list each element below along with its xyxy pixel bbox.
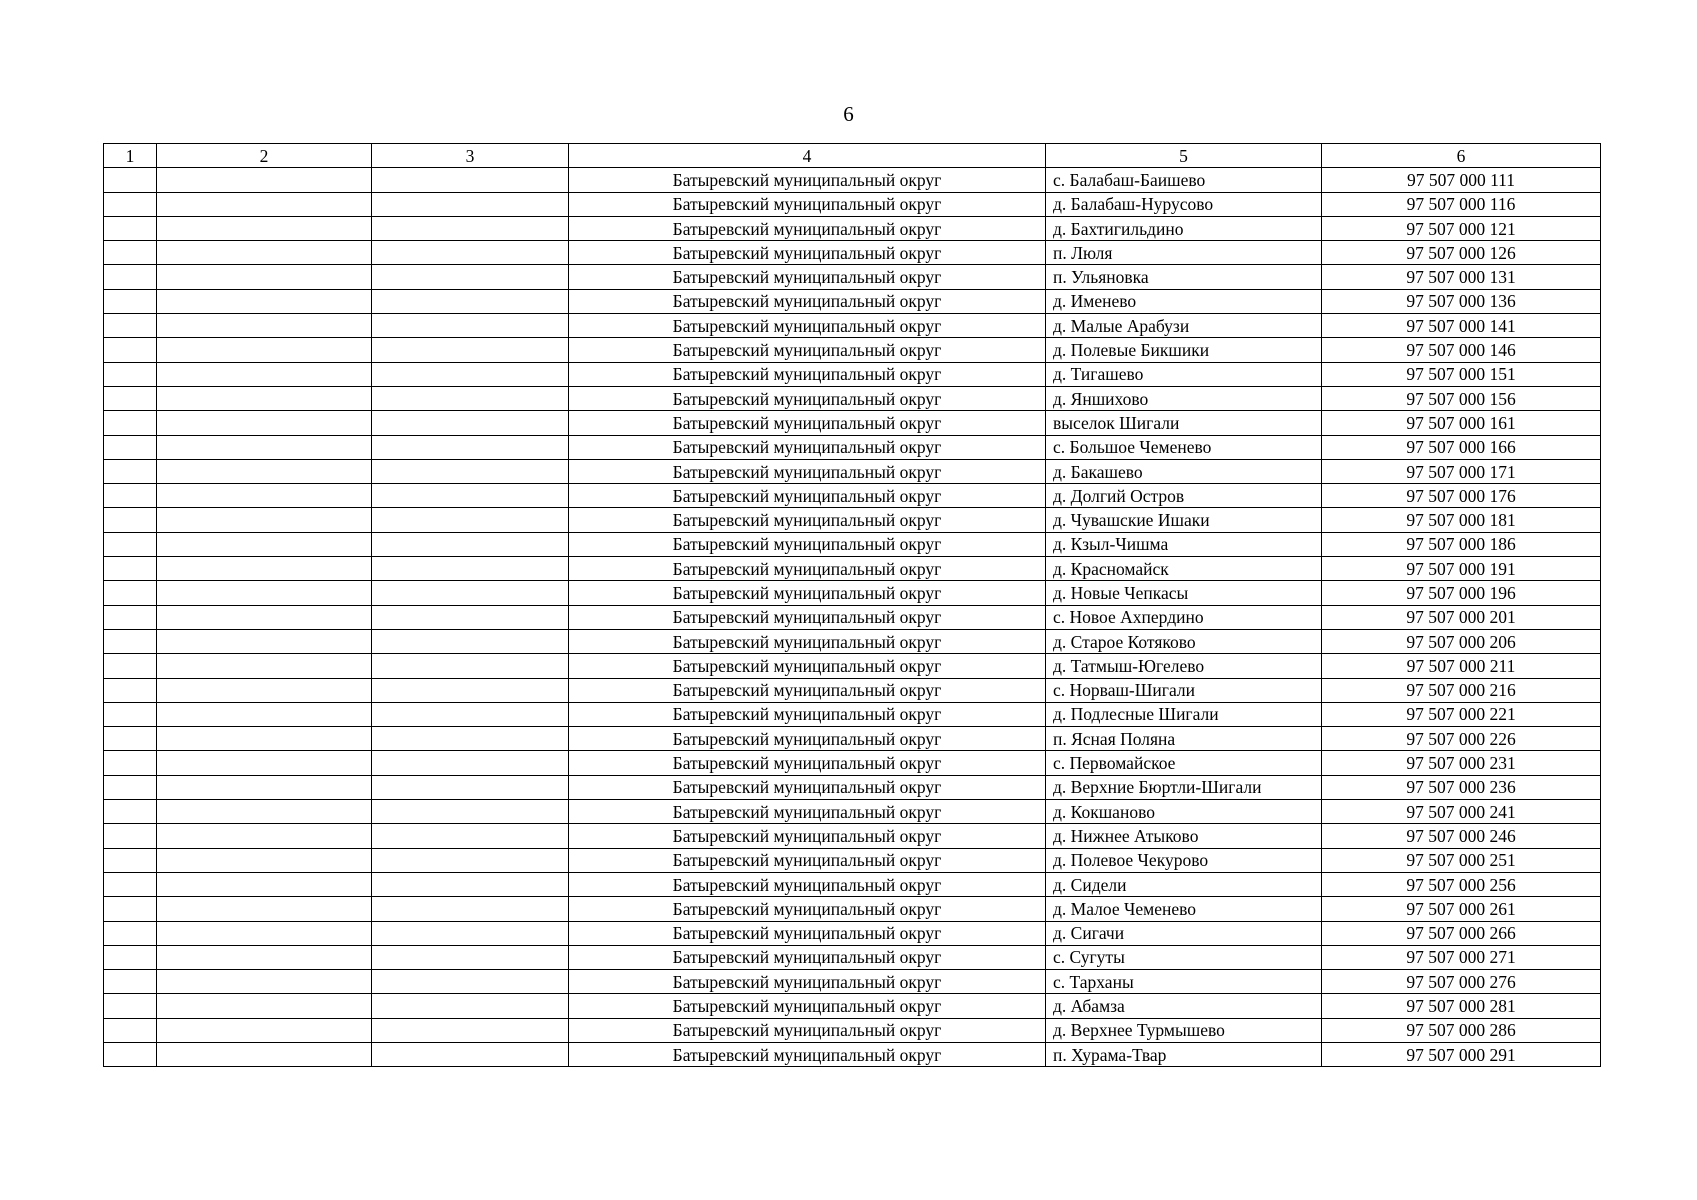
column-header-3: 3 <box>372 144 569 168</box>
cell-settlement: д. Сидели <box>1046 872 1322 896</box>
cell-col-2 <box>157 411 372 435</box>
table-row <box>104 848 1601 872</box>
cell-municipality: Батыревский муниципальный округ <box>569 897 1046 921</box>
cell-col-2 <box>157 508 372 532</box>
cell-settlement: д. Яншихово <box>1046 386 1322 410</box>
cell-municipality: Батыревский муниципальный округ <box>569 484 1046 508</box>
table-row <box>104 751 1601 775</box>
cell-oktmo-code: 97 507 000 171 <box>1322 459 1601 483</box>
cell-col-3 <box>372 994 569 1018</box>
column-header-1: 1 <box>104 144 157 168</box>
cell-col-1 <box>104 338 157 362</box>
cell-settlement: п. Хурама-Твар <box>1046 1042 1322 1066</box>
cell-municipality: Батыревский муниципальный округ <box>569 727 1046 751</box>
cell-municipality: Батыревский муниципальный округ <box>569 678 1046 702</box>
cell-settlement: выселок Шигали <box>1046 411 1322 435</box>
cell-settlement: д. Балабаш-Нурусово <box>1046 192 1322 216</box>
column-header-6: 6 <box>1322 144 1601 168</box>
table-row <box>104 411 1601 435</box>
table-row <box>104 508 1601 532</box>
cell-col-3 <box>372 775 569 799</box>
cell-oktmo-code: 97 507 000 271 <box>1322 945 1601 969</box>
cell-col-2 <box>157 654 372 678</box>
cell-col-2 <box>157 629 372 653</box>
cell-municipality: Батыревский муниципальный округ <box>569 241 1046 265</box>
cell-col-3 <box>372 557 569 581</box>
cell-col-3 <box>372 872 569 896</box>
table-row <box>104 824 1601 848</box>
cell-col-2 <box>157 921 372 945</box>
cell-municipality: Батыревский муниципальный округ <box>569 386 1046 410</box>
cell-col-2 <box>157 775 372 799</box>
cell-municipality: Батыревский муниципальный округ <box>569 654 1046 678</box>
cell-oktmo-code: 97 507 000 186 <box>1322 532 1601 556</box>
cell-col-3 <box>372 386 569 410</box>
cell-col-2 <box>157 848 372 872</box>
table-row <box>104 216 1601 240</box>
cell-municipality: Батыревский муниципальный округ <box>569 775 1046 799</box>
cell-col-1 <box>104 386 157 410</box>
cell-col-1 <box>104 216 157 240</box>
cell-oktmo-code: 97 507 000 206 <box>1322 629 1601 653</box>
cell-municipality: Батыревский муниципальный округ <box>569 289 1046 313</box>
cell-col-3 <box>372 751 569 775</box>
cell-col-1 <box>104 994 157 1018</box>
cell-oktmo-code: 97 507 000 216 <box>1322 678 1601 702</box>
cell-col-1 <box>104 557 157 581</box>
cell-settlement: д. Подлесные Шигали <box>1046 702 1322 726</box>
cell-col-3 <box>372 800 569 824</box>
cell-oktmo-code: 97 507 000 131 <box>1322 265 1601 289</box>
cell-col-3 <box>372 314 569 338</box>
cell-settlement: п. Люля <box>1046 241 1322 265</box>
cell-settlement: д. Полевые Бикшики <box>1046 338 1322 362</box>
cell-municipality: Батыревский муниципальный округ <box>569 192 1046 216</box>
cell-oktmo-code: 97 507 000 211 <box>1322 654 1601 678</box>
cell-col-2 <box>157 824 372 848</box>
cell-col-3 <box>372 921 569 945</box>
document-table <box>103 143 1601 1067</box>
cell-oktmo-code: 97 507 000 181 <box>1322 508 1601 532</box>
table-row <box>104 362 1601 386</box>
table-row <box>104 654 1601 678</box>
cell-col-3 <box>372 824 569 848</box>
cell-col-3 <box>372 605 569 629</box>
cell-col-1 <box>104 775 157 799</box>
table-row <box>104 1018 1601 1042</box>
cell-municipality: Батыревский муниципальный округ <box>569 702 1046 726</box>
cell-municipality: Батыревский муниципальный округ <box>569 848 1046 872</box>
cell-municipality: Батыревский муниципальный округ <box>569 411 1046 435</box>
cell-col-2 <box>157 557 372 581</box>
cell-settlement: с. Сугуты <box>1046 945 1322 969</box>
cell-col-1 <box>104 970 157 994</box>
column-header-2: 2 <box>157 144 372 168</box>
cell-settlement: д. Малое Чеменево <box>1046 897 1322 921</box>
cell-oktmo-code: 97 507 000 281 <box>1322 994 1601 1018</box>
table-row <box>104 265 1601 289</box>
table-row <box>104 435 1601 459</box>
cell-oktmo-code: 97 507 000 151 <box>1322 362 1601 386</box>
cell-municipality: Батыревский муниципальный округ <box>569 629 1046 653</box>
cell-settlement: д. Бакашево <box>1046 459 1322 483</box>
cell-settlement: д. Чувашские Ишаки <box>1046 508 1322 532</box>
cell-col-2 <box>157 192 372 216</box>
cell-municipality: Батыревский муниципальный округ <box>569 800 1046 824</box>
cell-col-2 <box>157 678 372 702</box>
cell-oktmo-code: 97 507 000 236 <box>1322 775 1601 799</box>
cell-col-1 <box>104 484 157 508</box>
cell-col-1 <box>104 459 157 483</box>
cell-settlement: д. Именево <box>1046 289 1322 313</box>
cell-oktmo-code: 97 507 000 196 <box>1322 581 1601 605</box>
cell-settlement: п. Ульяновка <box>1046 265 1322 289</box>
cell-municipality: Батыревский муниципальный округ <box>569 945 1046 969</box>
cell-settlement: д. Долгий Остров <box>1046 484 1322 508</box>
cell-col-3 <box>372 702 569 726</box>
cell-col-2 <box>157 362 372 386</box>
cell-oktmo-code: 97 507 000 156 <box>1322 386 1601 410</box>
cell-col-3 <box>372 654 569 678</box>
cell-oktmo-code: 97 507 000 176 <box>1322 484 1601 508</box>
table-row <box>104 994 1601 1018</box>
cell-col-1 <box>104 654 157 678</box>
cell-municipality: Батыревский муниципальный округ <box>569 532 1046 556</box>
cell-oktmo-code: 97 507 000 291 <box>1322 1042 1601 1066</box>
cell-oktmo-code: 97 507 000 266 <box>1322 921 1601 945</box>
cell-oktmo-code: 97 507 000 261 <box>1322 897 1601 921</box>
cell-col-1 <box>104 897 157 921</box>
cell-col-1 <box>104 435 157 459</box>
cell-col-2 <box>157 994 372 1018</box>
cell-col-1 <box>104 168 157 192</box>
cell-municipality: Батыревский муниципальный округ <box>569 168 1046 192</box>
cell-settlement: д. Верхнее Турмышево <box>1046 1018 1322 1042</box>
cell-col-2 <box>157 702 372 726</box>
cell-settlement: с. Новое Ахпердино <box>1046 605 1322 629</box>
table-row <box>104 921 1601 945</box>
table-row <box>104 532 1601 556</box>
cell-settlement: д. Полевое Чекурово <box>1046 848 1322 872</box>
cell-col-2 <box>157 241 372 265</box>
cell-col-1 <box>104 1018 157 1042</box>
cell-settlement: д. Абамза <box>1046 994 1322 1018</box>
cell-col-3 <box>372 727 569 751</box>
cell-municipality: Батыревский муниципальный округ <box>569 994 1046 1018</box>
cell-col-2 <box>157 872 372 896</box>
cell-col-1 <box>104 751 157 775</box>
cell-municipality: Батыревский муниципальный округ <box>569 751 1046 775</box>
cell-oktmo-code: 97 507 000 201 <box>1322 605 1601 629</box>
table-row <box>104 1042 1601 1066</box>
cell-col-2 <box>157 1042 372 1066</box>
column-header-5: 5 <box>1046 144 1322 168</box>
cell-col-3 <box>372 532 569 556</box>
cell-oktmo-code: 97 507 000 246 <box>1322 824 1601 848</box>
cell-municipality: Батыревский муниципальный округ <box>569 1018 1046 1042</box>
cell-oktmo-code: 97 507 000 141 <box>1322 314 1601 338</box>
cell-municipality: Батыревский муниципальный округ <box>569 265 1046 289</box>
cell-col-3 <box>372 897 569 921</box>
cell-col-2 <box>157 1018 372 1042</box>
cell-col-3 <box>372 216 569 240</box>
cell-col-3 <box>372 970 569 994</box>
cell-col-1 <box>104 289 157 313</box>
cell-col-2 <box>157 970 372 994</box>
cell-col-3 <box>372 848 569 872</box>
cell-settlement: д. Новые Чепкасы <box>1046 581 1322 605</box>
cell-settlement: с. Первомайское <box>1046 751 1322 775</box>
cell-settlement: п. Ясная Поляна <box>1046 727 1322 751</box>
cell-col-2 <box>157 751 372 775</box>
cell-col-2 <box>157 532 372 556</box>
cell-col-3 <box>372 581 569 605</box>
cell-col-2 <box>157 897 372 921</box>
cell-col-3 <box>372 629 569 653</box>
table-row <box>104 702 1601 726</box>
cell-col-2 <box>157 605 372 629</box>
cell-col-2 <box>157 945 372 969</box>
cell-settlement: д. Кокшаново <box>1046 800 1322 824</box>
cell-oktmo-code: 97 507 000 116 <box>1322 192 1601 216</box>
cell-settlement: д. Сигачи <box>1046 921 1322 945</box>
cell-oktmo-code: 97 507 000 111 <box>1322 168 1601 192</box>
cell-col-2 <box>157 581 372 605</box>
cell-oktmo-code: 97 507 000 221 <box>1322 702 1601 726</box>
cell-oktmo-code: 97 507 000 161 <box>1322 411 1601 435</box>
cell-col-1 <box>104 411 157 435</box>
cell-col-3 <box>372 1018 569 1042</box>
cell-col-3 <box>372 459 569 483</box>
cell-municipality: Батыревский муниципальный округ <box>569 314 1046 338</box>
cell-municipality: Батыревский муниципальный округ <box>569 1042 1046 1066</box>
cell-col-3 <box>372 362 569 386</box>
cell-settlement: с. Норваш-Шигали <box>1046 678 1322 702</box>
cell-col-1 <box>104 629 157 653</box>
cell-col-2 <box>157 435 372 459</box>
table-row <box>104 168 1601 192</box>
cell-col-3 <box>372 265 569 289</box>
cell-col-3 <box>372 411 569 435</box>
cell-municipality: Батыревский муниципальный округ <box>569 970 1046 994</box>
cell-col-1 <box>104 605 157 629</box>
table-row <box>104 314 1601 338</box>
cell-col-1 <box>104 848 157 872</box>
cell-col-3 <box>372 484 569 508</box>
cell-oktmo-code: 97 507 000 121 <box>1322 216 1601 240</box>
cell-col-1 <box>104 872 157 896</box>
cell-col-3 <box>372 1042 569 1066</box>
cell-settlement: д. Нижнее Атыково <box>1046 824 1322 848</box>
cell-municipality: Батыревский муниципальный округ <box>569 459 1046 483</box>
cell-municipality: Батыревский муниципальный округ <box>569 338 1046 362</box>
cell-col-3 <box>372 435 569 459</box>
cell-col-2 <box>157 800 372 824</box>
cell-settlement: д. Красномайск <box>1046 557 1322 581</box>
cell-settlement: с. Большое Чеменево <box>1046 435 1322 459</box>
cell-col-1 <box>104 532 157 556</box>
cell-oktmo-code: 97 507 000 136 <box>1322 289 1601 313</box>
cell-municipality: Батыревский муниципальный округ <box>569 216 1046 240</box>
cell-col-3 <box>372 168 569 192</box>
cell-col-1 <box>104 314 157 338</box>
cell-col-2 <box>157 338 372 362</box>
cell-oktmo-code: 97 507 000 231 <box>1322 751 1601 775</box>
table-row <box>104 897 1601 921</box>
cell-oktmo-code: 97 507 000 251 <box>1322 848 1601 872</box>
cell-col-1 <box>104 921 157 945</box>
table-row <box>104 605 1601 629</box>
table-row <box>104 800 1601 824</box>
cell-municipality: Батыревский муниципальный округ <box>569 508 1046 532</box>
cell-col-1 <box>104 727 157 751</box>
table-row <box>104 678 1601 702</box>
cell-settlement: д. Малые Арабузи <box>1046 314 1322 338</box>
cell-col-3 <box>372 945 569 969</box>
cell-col-3 <box>372 508 569 532</box>
cell-settlement: д. Бахтигильдино <box>1046 216 1322 240</box>
cell-col-2 <box>157 459 372 483</box>
cell-municipality: Батыревский муниципальный округ <box>569 362 1046 386</box>
cell-col-2 <box>157 265 372 289</box>
cell-col-1 <box>104 702 157 726</box>
table-body <box>104 168 1601 1067</box>
cell-col-1 <box>104 824 157 848</box>
table-row <box>104 338 1601 362</box>
cell-col-2 <box>157 168 372 192</box>
table-row <box>104 459 1601 483</box>
cell-oktmo-code: 97 507 000 126 <box>1322 241 1601 265</box>
table-row <box>104 557 1601 581</box>
cell-col-1 <box>104 192 157 216</box>
cell-col-2 <box>157 314 372 338</box>
cell-oktmo-code: 97 507 000 276 <box>1322 970 1601 994</box>
table-row <box>104 386 1601 410</box>
cell-col-2 <box>157 484 372 508</box>
cell-settlement: с. Тарханы <box>1046 970 1322 994</box>
cell-col-1 <box>104 362 157 386</box>
table-row <box>104 241 1601 265</box>
cell-col-1 <box>104 241 157 265</box>
table-header-row <box>104 144 1601 168</box>
cell-oktmo-code: 97 507 000 146 <box>1322 338 1601 362</box>
cell-col-1 <box>104 508 157 532</box>
column-header-4: 4 <box>569 144 1046 168</box>
table-row <box>104 484 1601 508</box>
cell-settlement: с. Балабаш-Баишево <box>1046 168 1322 192</box>
cell-oktmo-code: 97 507 000 286 <box>1322 1018 1601 1042</box>
cell-oktmo-code: 97 507 000 166 <box>1322 435 1601 459</box>
cell-settlement: д. Старое Котяково <box>1046 629 1322 653</box>
cell-settlement: д. Кзыл-Чишма <box>1046 532 1322 556</box>
cell-settlement: д. Тигашево <box>1046 362 1322 386</box>
cell-municipality: Батыревский муниципальный округ <box>569 921 1046 945</box>
cell-col-1 <box>104 265 157 289</box>
cell-col-1 <box>104 800 157 824</box>
table-row <box>104 727 1601 751</box>
cell-col-2 <box>157 289 372 313</box>
table-row <box>104 872 1601 896</box>
cell-col-2 <box>157 216 372 240</box>
table-row <box>104 945 1601 969</box>
table-row <box>104 970 1601 994</box>
cell-municipality: Батыревский муниципальный округ <box>569 435 1046 459</box>
cell-col-3 <box>372 241 569 265</box>
cell-col-2 <box>157 727 372 751</box>
cell-settlement: д. Верхние Бюртли-Шигали <box>1046 775 1322 799</box>
cell-municipality: Батыревский муниципальный округ <box>569 872 1046 896</box>
table-row <box>104 775 1601 799</box>
cell-oktmo-code: 97 507 000 191 <box>1322 557 1601 581</box>
cell-oktmo-code: 97 507 000 256 <box>1322 872 1601 896</box>
table-row <box>104 581 1601 605</box>
cell-municipality: Батыревский муниципальный округ <box>569 824 1046 848</box>
table-row <box>104 289 1601 313</box>
cell-col-3 <box>372 192 569 216</box>
cell-col-2 <box>157 386 372 410</box>
cell-col-3 <box>372 289 569 313</box>
cell-municipality: Батыревский муниципальный округ <box>569 581 1046 605</box>
page-number: 6 <box>843 102 854 126</box>
cell-col-3 <box>372 338 569 362</box>
table-row <box>104 629 1601 653</box>
cell-col-1 <box>104 678 157 702</box>
cell-municipality: Батыревский муниципальный округ <box>569 605 1046 629</box>
cell-col-1 <box>104 1042 157 1066</box>
cell-municipality: Батыревский муниципальный округ <box>569 557 1046 581</box>
cell-settlement: д. Татмыш-Югелево <box>1046 654 1322 678</box>
cell-oktmo-code: 97 507 000 226 <box>1322 727 1601 751</box>
cell-col-3 <box>372 678 569 702</box>
table-row <box>104 192 1601 216</box>
cell-col-1 <box>104 945 157 969</box>
cell-oktmo-code: 97 507 000 241 <box>1322 800 1601 824</box>
cell-col-1 <box>104 581 157 605</box>
